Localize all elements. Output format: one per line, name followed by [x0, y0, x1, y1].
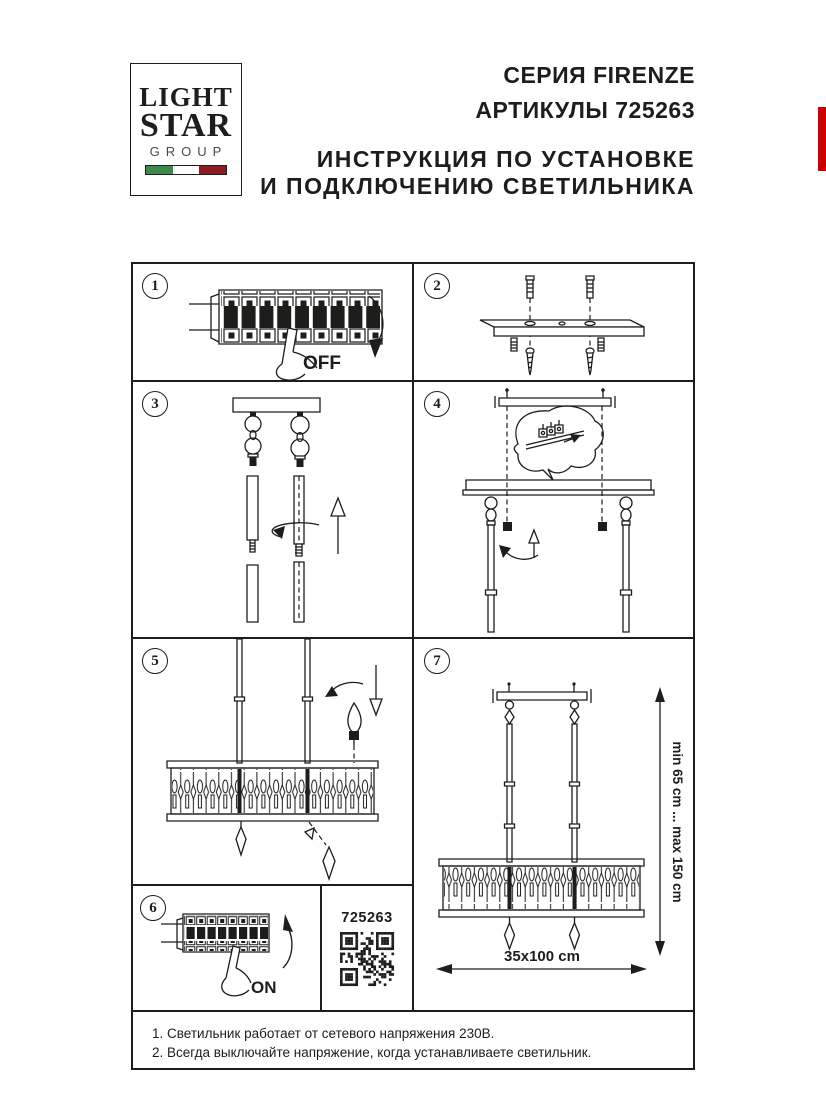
wire-connector-icon: [598, 522, 607, 531]
panel-7-number: 7: [424, 648, 450, 674]
detail-callout-balloon: [514, 406, 603, 480]
wire-connector-icon: [503, 522, 512, 531]
width-dimension: [436, 948, 647, 974]
width-dimension-label: 35x100 cm: [504, 948, 580, 965]
panel-2-number: 2: [424, 273, 450, 299]
hanger-loop-icon: [291, 412, 309, 467]
arrow-icon: [305, 828, 314, 839]
panel-6-on-label: ON: [251, 978, 277, 997]
height-dimension: [655, 687, 685, 956]
panel-5-number: 5: [142, 648, 168, 674]
wall-plug-icon: [526, 276, 534, 298]
screw-icon: [526, 348, 534, 375]
qr-code: [340, 932, 394, 986]
instruction-panel-grid: [131, 262, 695, 1070]
footer-note-1: 1. Светильник работает от сетевого напряжения 230В.: [152, 1026, 495, 1041]
wall-plug-icon: [586, 276, 594, 298]
screw-icon: [586, 348, 594, 375]
rotate-arrow-icon: [506, 552, 538, 559]
panel-3-number: 3: [142, 391, 168, 417]
article-qr-box: [322, 886, 412, 1010]
hanger-knob-icon: [505, 701, 514, 724]
stud-icon: [598, 338, 604, 351]
italian-flag-stripe: [145, 165, 227, 175]
brand-logo-star: STAR: [139, 107, 233, 144]
panel-1-breaker-off-drawing: [133, 264, 412, 380]
arrow-up-icon: [529, 530, 539, 543]
candle-bulb-icon: [348, 703, 361, 745]
panel-1-off-label: OFF: [303, 353, 341, 374]
brand-logo-box: [130, 63, 242, 196]
footer-notes: [133, 1012, 693, 1070]
hanger-loop-icon: [485, 497, 497, 632]
series-title: СЕРИЯ FIRENZE: [503, 62, 695, 88]
article-title: АРТИКУЛЫ 725263: [475, 97, 695, 123]
arrow-down-icon: [369, 338, 383, 358]
panel-5-lamp-band-drawing: [133, 639, 412, 884]
panel-1-number: 1: [142, 273, 168, 299]
panel-7-dimensions-drawing: [414, 639, 697, 1010]
panel-2-bracket-drawing: [414, 264, 697, 380]
panel-4-number: 4: [424, 391, 450, 417]
brand-logo-light: LIGHT: [139, 82, 233, 112]
arrow-up-icon: [283, 914, 293, 932]
hanger-loop-icon: [245, 412, 261, 466]
hanger-loop-icon: [620, 497, 632, 632]
height-dimension-label: min 65 cm ... max 150 cm: [670, 741, 685, 903]
arrow-down-icon: [370, 699, 382, 715]
terminal-block-icon: [539, 420, 563, 437]
footer-note-2: 2. Всегда выключайте напряжение, когда устанавливаете светильник.: [152, 1044, 592, 1060]
arrow-up-icon: [331, 498, 345, 516]
instruction-title-line1: ИНСТРУКЦИЯ ПО УСТАНОВКЕ: [316, 146, 695, 172]
brand-logo-group: GROUP: [149, 144, 228, 159]
panel-6-number: 6: [140, 895, 166, 921]
rotate-arrow-icon: [331, 682, 363, 692]
article-number: 725263: [341, 910, 393, 926]
hanger-knob-icon: [570, 701, 579, 724]
header-title-block: [260, 62, 695, 200]
crystal-drop-icon: [570, 917, 580, 949]
instruction-title-line2: И ПОДКЛЮЧЕНИЮ СВЕТИЛЬНИКА: [260, 173, 695, 199]
stud-icon: [511, 338, 517, 351]
edge-accent-bar: [818, 107, 826, 171]
crystal-drop-icon: [505, 917, 515, 949]
panel-3-rod-assembly-drawing: [133, 382, 412, 637]
crystal-drop-icon: [323, 847, 335, 879]
panel-4-wiring-drawing: [414, 382, 697, 637]
panel-6-breaker-on-drawing: [133, 886, 320, 1010]
crystal-drop-icon: [236, 821, 246, 855]
